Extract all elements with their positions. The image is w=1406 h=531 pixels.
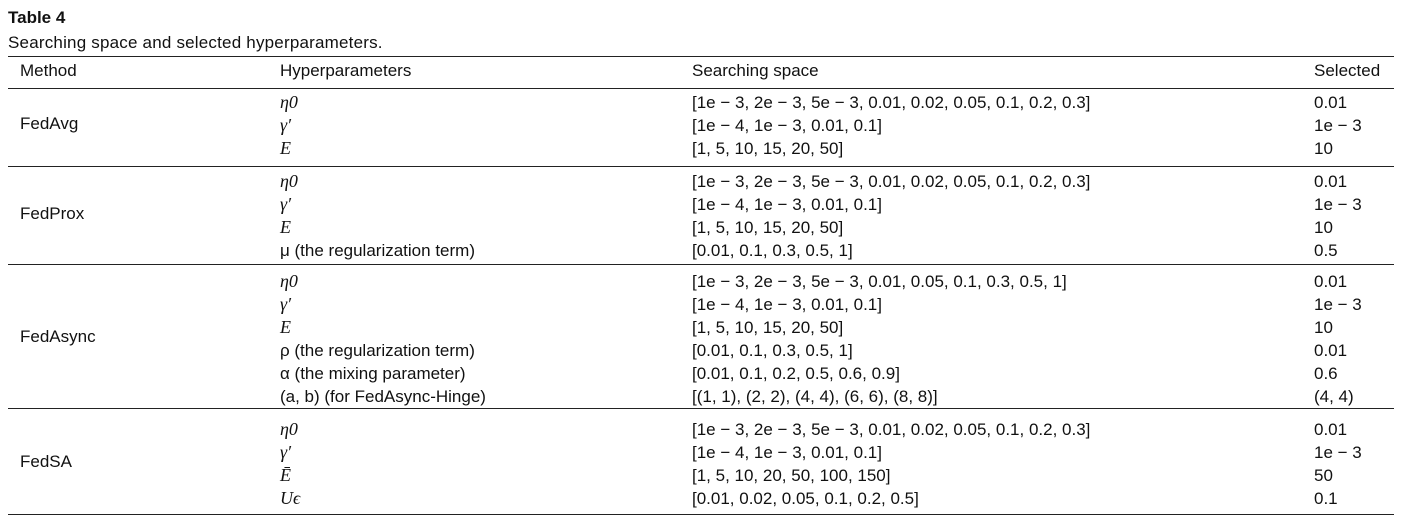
hyperparameter-cell: Uϵ: [280, 488, 301, 508]
header-method: Method: [20, 61, 77, 80]
hyperparameter-cell: E: [280, 317, 291, 337]
hyperparameter-cell: (a, b) (for FedAsync-Hinge): [280, 387, 486, 406]
selected-cell: (4, 4): [1314, 387, 1354, 406]
hyperparameter-cell: γ′: [280, 194, 292, 214]
selected-cell: 0.6: [1314, 364, 1338, 383]
selected-cell: 1e − 3: [1314, 195, 1362, 214]
searching-space-cell: [1e − 3, 2e − 3, 5e − 3, 0.01, 0.02, 0.05, 0.1, 0.2, 0.3]: [692, 172, 1091, 191]
searching-space-cell: [1e − 4, 1e − 3, 0.01, 0.1]: [692, 295, 882, 314]
searching-space-cell: [1e − 3, 2e − 3, 5e − 3, 0.01, 0.02, 0.05, 0.1, 0.2, 0.3]: [692, 93, 1091, 112]
header-searching-space: Searching space: [692, 61, 819, 80]
searching-space-cell: [0.01, 0.1, 0.3, 0.5, 1]: [692, 241, 853, 260]
bottom-rule: [8, 514, 1394, 515]
searching-space-cell: [1, 5, 10, 15, 20, 50]: [692, 218, 844, 237]
hyperparameter-cell: α (the mixing parameter): [280, 364, 466, 383]
top-rule: [8, 56, 1394, 57]
hyperparameter-cell: γ′: [280, 294, 292, 314]
method-name: FedProx: [20, 204, 85, 223]
hyperparameter-cell: Ē: [280, 465, 291, 485]
group-separator-rule: [8, 264, 1394, 265]
hyperparameter-cell: η0: [280, 171, 298, 191]
header-rule: [8, 88, 1394, 89]
selected-cell: 0.01: [1314, 93, 1348, 112]
group-separator-rule: [8, 408, 1394, 409]
searching-space-cell: [1e − 4, 1e − 3, 0.01, 0.1]: [692, 443, 882, 462]
method-name: FedAvg: [20, 113, 79, 133]
method-name: FedAsync: [20, 327, 96, 346]
selected-cell: 0.1: [1314, 489, 1338, 508]
searching-space-cell: [1e − 4, 1e − 3, 0.01, 0.1]: [692, 195, 882, 214]
selected-cell: 1e − 3: [1314, 295, 1362, 314]
hyperparameter-cell: E: [280, 138, 291, 158]
searching-space-cell: [(1, 1), (2, 2), (4, 4), (6, 6), (8, 8)]: [692, 387, 938, 406]
selected-cell: 1e − 3: [1314, 443, 1362, 462]
searching-space-cell: [0.01, 0.1, 0.3, 0.5, 1]: [692, 341, 853, 360]
header-hyperparameters: Hyperparameters: [280, 61, 412, 80]
selected-cell: 0.01: [1314, 272, 1348, 291]
method-name: FedSA: [20, 452, 72, 471]
hyperparameter-cell: γ′: [280, 442, 292, 462]
searching-space-cell: [1, 5, 10, 15, 20, 50]: [692, 318, 844, 337]
hyperparameter-cell: E: [280, 217, 291, 237]
hyperparameter-cell: η0: [280, 271, 298, 291]
selected-cell: 50: [1314, 466, 1333, 485]
searching-space-cell: [0.01, 0.1, 0.2, 0.5, 0.6, 0.9]: [692, 364, 900, 383]
selected-cell: 0.01: [1314, 420, 1348, 439]
table-caption: Searching space and selected hyperparameters.: [8, 33, 383, 52]
table-label: Table 4: [8, 8, 66, 27]
hyperparameter-cell: ρ (the regularization term): [280, 341, 475, 360]
group-separator-rule: [8, 166, 1394, 167]
selected-cell: 10: [1314, 218, 1333, 237]
header-selected: Selected: [1314, 61, 1381, 80]
hyperparameter-cell: η0: [280, 92, 298, 112]
selected-cell: 0.01: [1314, 341, 1348, 360]
selected-cell: 10: [1314, 139, 1333, 158]
searching-space-cell: [1, 5, 10, 20, 50, 100, 150]: [692, 466, 891, 485]
selected-cell: 1e − 3: [1314, 116, 1362, 135]
searching-space-cell: [1e − 3, 2e − 3, 5e − 3, 0.01, 0.05, 0.1, 0.3, 0.5, 1]: [692, 272, 1067, 291]
searching-space-cell: [0.01, 0.02, 0.05, 0.1, 0.2, 0.5]: [692, 489, 919, 508]
searching-space-cell: [1e − 3, 2e − 3, 5e − 3, 0.01, 0.02, 0.05, 0.1, 0.2, 0.3]: [692, 420, 1091, 439]
searching-space-cell: [1, 5, 10, 15, 20, 50]: [692, 139, 844, 158]
selected-cell: 10: [1314, 318, 1333, 337]
selected-cell: 0.01: [1314, 172, 1348, 191]
searching-space-cell: [1e − 4, 1e − 3, 0.01, 0.1]: [692, 116, 882, 135]
hyperparameter-cell: γ′: [280, 115, 292, 135]
hyperparameter-cell: η0: [280, 419, 298, 439]
hyperparameter-cell: μ (the regularization term): [280, 241, 475, 260]
selected-cell: 0.5: [1314, 241, 1338, 260]
